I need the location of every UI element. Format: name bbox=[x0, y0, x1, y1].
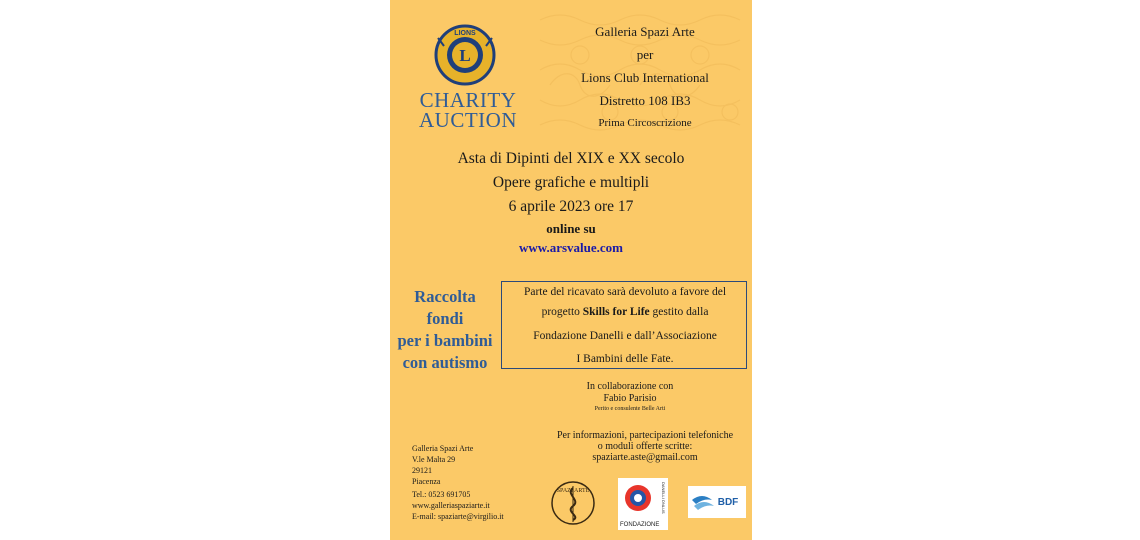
collab-intro: In collaborazione con bbox=[586, 381, 674, 392]
address-email[interactable]: E-mail: spaziarte@virgilio.it bbox=[412, 512, 504, 521]
bdf-logo bbox=[688, 486, 746, 518]
info-email[interactable]: spaziarte.aste@gmail.com bbox=[592, 452, 698, 463]
address-zip: 29121 bbox=[412, 466, 432, 475]
address-web[interactable]: www.galleriaspaziarte.it bbox=[412, 501, 490, 510]
fondazione-logo-text: FONDAZIONE bbox=[620, 522, 660, 528]
fundraising-line: Raccolta fondi bbox=[414, 287, 476, 328]
fundraising-line: con autismo bbox=[402, 353, 488, 372]
box-line: Fondazione Danelli e dall’Associazione bbox=[533, 330, 717, 342]
online-text: online su bbox=[546, 221, 596, 236]
gallery-name: Galleria Spazi Arte bbox=[595, 24, 695, 39]
donation-box bbox=[501, 281, 747, 369]
collab-role: Perito e consulente Belle Arti bbox=[594, 406, 666, 412]
charity-auction-title bbox=[400, 90, 536, 130]
svg-text:LIONS: LIONS bbox=[454, 30, 476, 37]
lions-club-logo bbox=[434, 24, 496, 86]
danelli-logo-text: DANELLI ONLUS bbox=[661, 482, 666, 514]
info-line: Per informazioni, partecipazioni telefoniche bbox=[556, 430, 734, 441]
address-phone: Tel.: 0523 691705 bbox=[412, 490, 471, 499]
charity-line: CHARITY bbox=[419, 88, 517, 112]
fundraising-line: per i bambini bbox=[397, 331, 493, 350]
fondazione-danelli-logo bbox=[618, 478, 668, 530]
address-city: Piacenza bbox=[412, 477, 441, 486]
box-text: gestito dalla bbox=[652, 306, 709, 318]
circoscrizione-text: Prima Circoscrizione bbox=[598, 117, 692, 129]
box-line: Parte del ricavato sarà devoluto a favore del bbox=[523, 286, 727, 298]
poster bbox=[390, 0, 752, 540]
per-text: per bbox=[636, 47, 654, 62]
project-name: Skills for Life bbox=[582, 306, 650, 318]
bdf-logo-text: BDF bbox=[717, 497, 739, 508]
website-link[interactable]: www.arsvalue.com bbox=[519, 240, 623, 255]
spazi-arte-logo-text: SPAZI ARTE bbox=[556, 488, 590, 494]
info-line: o moduli offerte scritte: bbox=[597, 441, 693, 452]
collab-name: Fabio Parisio bbox=[603, 393, 657, 404]
box-line-project bbox=[502, 306, 748, 318]
auction-title: Asta di Dipinti del XIX e XX secolo bbox=[457, 150, 685, 167]
address-street: V.le Malta 29 bbox=[412, 455, 456, 464]
auction-line: AUCTION bbox=[419, 108, 517, 132]
address-name: Galleria Spazi Arte bbox=[412, 444, 474, 453]
club-name: Lions Club International bbox=[581, 70, 709, 85]
district-text: Distretto 108 IB3 bbox=[599, 93, 691, 108]
svg-text:L: L bbox=[459, 46, 471, 65]
spazi-arte-logo bbox=[550, 480, 596, 526]
auction-subtitle: Opere grafiche e multipli bbox=[492, 174, 650, 191]
box-line: I Bambini delle Fate. bbox=[576, 353, 674, 365]
auction-date: 6 aprile 2023 ore 17 bbox=[508, 198, 634, 215]
box-text: progetto bbox=[541, 306, 580, 318]
fundraising-title bbox=[395, 286, 495, 374]
